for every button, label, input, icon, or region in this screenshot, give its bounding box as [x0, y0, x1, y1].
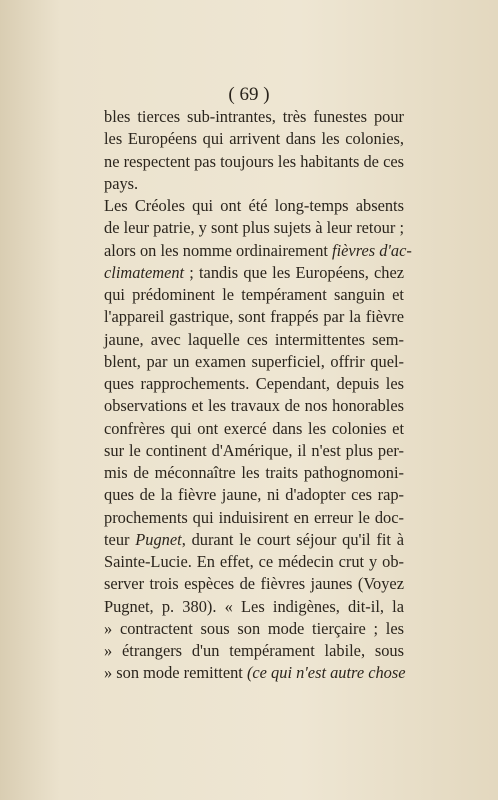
text-line: [104, 217, 404, 239]
line-text: ques de la fièvre jaune, ni d'adopter ces rap-: [104, 485, 404, 505]
line-text: ques rapprochements. Cependant, depuis les: [104, 374, 404, 393]
text-line: [104, 507, 404, 529]
line-text: ; tandis que les Européens, chez: [184, 262, 404, 282]
line-text: server trois espèces de fièvres jaunes (Voyez: [104, 574, 404, 594]
line-text: mis de méconnaître les traits pathognomoni-: [104, 463, 404, 482]
text-line: [104, 596, 404, 618]
line-text: Pugnet, p. 380). « Les indigènes, dit-il, la: [104, 596, 404, 616]
text-line: [104, 440, 404, 462]
line-text: » étrangers d'un tempérament labile, sous: [104, 641, 404, 660]
text-line: [104, 284, 404, 306]
italic-text: Pugnet: [135, 529, 182, 549]
line-text: jaune, avec laquelle ces intermittentes sem-: [104, 329, 404, 349]
text-line: [104, 106, 404, 128]
line-text: blent, par un examen superficiel, offrir quel-: [104, 351, 404, 371]
text-line: [104, 306, 404, 328]
line-text: Les Créoles qui ont été long-temps absents: [104, 196, 404, 215]
line-text: observations et les travaux de nos honorables: [104, 396, 404, 416]
text-line: [104, 128, 404, 150]
line-text: » contractent sous son mode tierçaire ; les: [104, 618, 404, 638]
line-text: , durant le court séjour qu'il fit à: [181, 529, 404, 549]
line-text: qui prédominent le tempérament sanguin et: [104, 285, 404, 304]
text-line: [104, 351, 404, 373]
line-text: Sainte-Lucie. En effet, ce médecin crut y ob-: [104, 552, 404, 571]
line-text: les Européens qui arrivent dans les colonies,: [104, 129, 404, 149]
line-text: sur le continent d'Amérique, il n'est plus per-: [104, 440, 404, 460]
text-line: [104, 395, 404, 417]
text-line: [104, 618, 404, 640]
text-line: [104, 329, 404, 351]
text-line: [104, 484, 404, 506]
line-text: » son mode remittent: [104, 663, 247, 683]
text-line: [104, 195, 404, 217]
line-text: pays.: [104, 173, 139, 193]
line-text: alors on les nomme ordinairement: [104, 240, 333, 260]
text-line: [104, 662, 404, 684]
text-line: [104, 262, 404, 284]
line-text: prochements qui induisirent en erreur le doc-: [104, 507, 404, 527]
text-line: [104, 529, 404, 551]
line-text: confrères qui ont exercé dans les colonies et: [104, 418, 404, 438]
text-line: [104, 418, 404, 440]
text-line: [104, 462, 404, 484]
text-line: [104, 573, 404, 595]
text-line: [104, 173, 404, 195]
italic-text: fièvres d'ac-: [332, 240, 412, 260]
italic-text: (ce qui n'est autre chose: [246, 663, 406, 683]
text-line: [104, 640, 404, 662]
text-line: [104, 240, 412, 262]
line-text: de leur patrie, y sont plus sujets à leur retour ;: [104, 218, 404, 238]
italic-text: climatement: [104, 262, 185, 282]
line-text: teur: [104, 529, 136, 549]
text-line: [104, 551, 404, 573]
line-text: l'appareil gastrique, sont frappés par la fièvre: [104, 307, 404, 327]
body-text: [104, 106, 412, 685]
text-line: [104, 151, 404, 173]
text-line: [104, 373, 404, 395]
line-text: ne respectent pas toujours les habitants de ces: [104, 151, 404, 171]
line-text: bles tierces sub-intrantes, très funestes pour: [104, 107, 404, 126]
page-number: ( 69 ): [228, 84, 270, 105]
